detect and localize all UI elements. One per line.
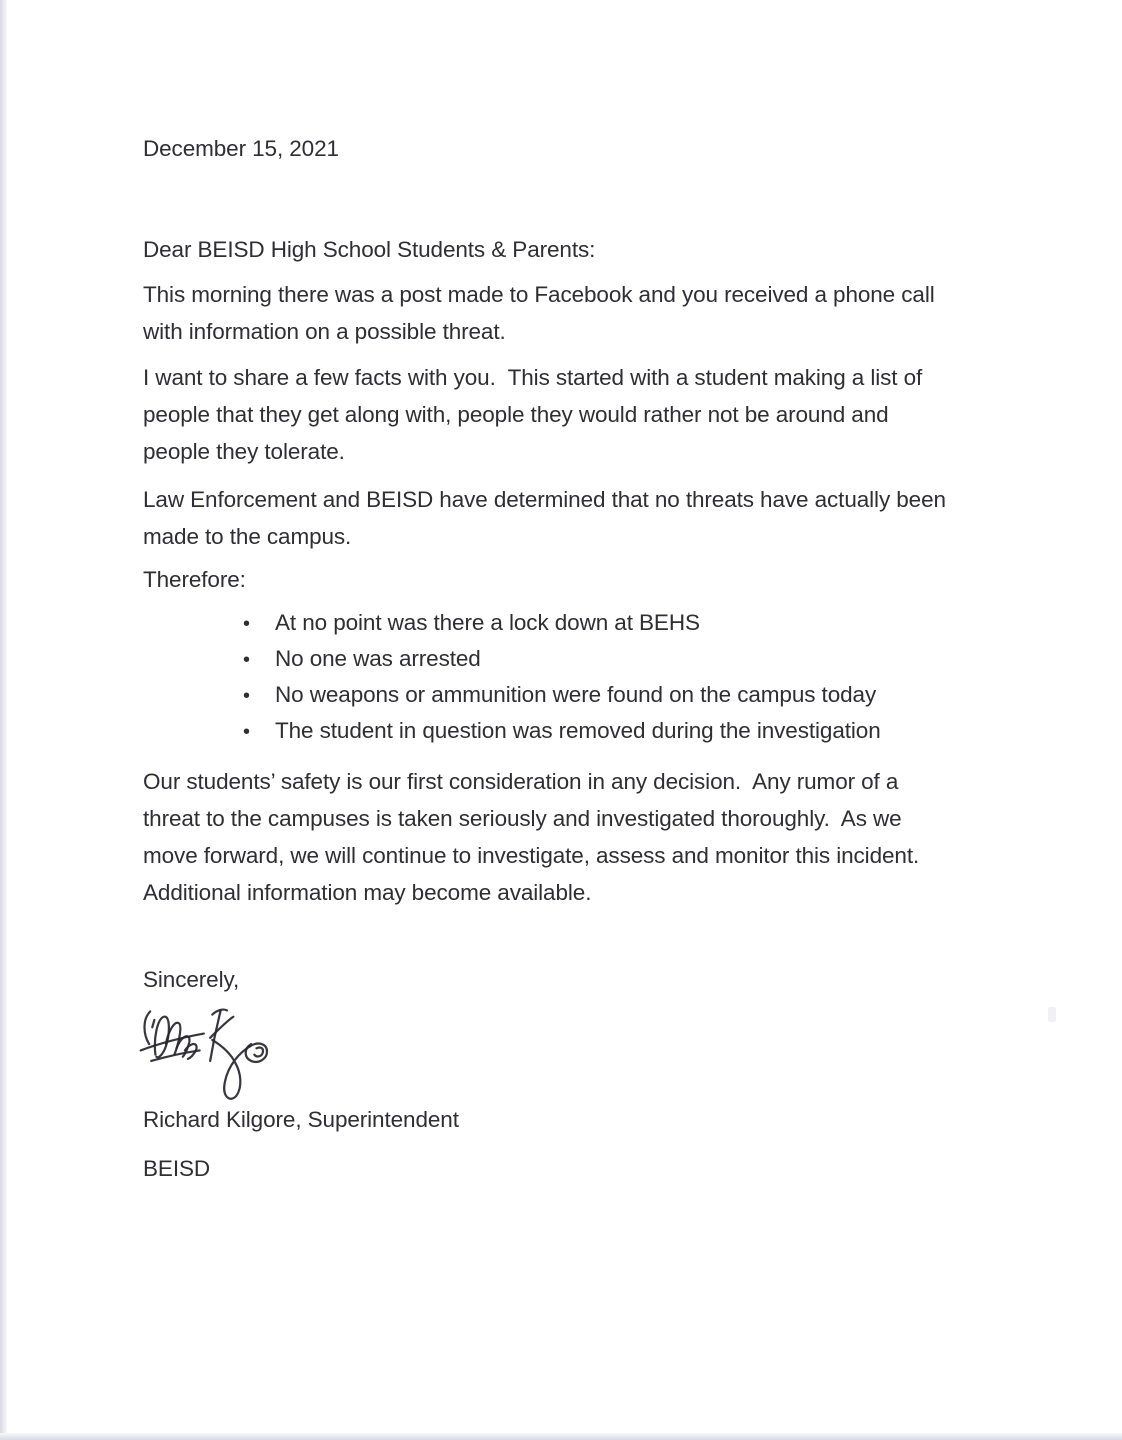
- page-edge-bottom: [0, 1433, 1122, 1440]
- paragraph-line: threat to the campuses is taken seriously and investigated thoroughly. As we: [143, 806, 902, 831]
- closing-paragraph: [143, 763, 919, 911]
- bullet-icon: •: [243, 649, 250, 671]
- signer-name-text: Richard Kilgore, Superintendent: [143, 1107, 459, 1132]
- paragraph-3: [143, 481, 946, 555]
- paragraph-line: with information on a possible threat.: [143, 319, 506, 344]
- paragraph-line: move forward, we will continue to investigate, assess and monitor this incident.: [143, 843, 920, 868]
- bullet-item: [243, 718, 881, 754]
- paragraph-line: Law Enforcement and BEISD have determined that no threats have actually been: [143, 487, 946, 512]
- signer-organization: [143, 1150, 210, 1187]
- page-edge-left: [0, 0, 7, 1440]
- salutation: [143, 231, 595, 268]
- bullet-item: [243, 610, 881, 646]
- scan-artifact: [1048, 1007, 1056, 1022]
- paragraph-line: people that they get along with, people they would rather not be around and: [143, 402, 889, 427]
- valediction: [143, 961, 239, 998]
- paragraph-therefore: [143, 561, 246, 598]
- salutation-text: Dear BEISD High School Students & Parents:: [143, 237, 596, 262]
- bullet-item: [243, 646, 881, 682]
- paragraph-2: [143, 359, 922, 470]
- paragraph-line: I want to share a few facts with you. This started with a student making a list of: [143, 365, 923, 390]
- bullet-item: [243, 682, 881, 718]
- paragraph-line: made to the campus.: [143, 524, 352, 549]
- bullet-icon: •: [243, 613, 250, 635]
- bullet-text: At no point was there a lock down at BEHS: [275, 610, 700, 635]
- letter-date: [143, 130, 339, 167]
- paragraph-line: people they tolerate.: [143, 439, 345, 464]
- bullet-icon: •: [243, 721, 250, 743]
- bullet-list: [243, 610, 881, 754]
- bullet-text: No weapons or ammunition were found on the campus today: [275, 682, 877, 707]
- paragraph-1: [143, 276, 935, 350]
- date-text: December 15, 2021: [143, 136, 339, 161]
- paragraph-line: This morning there was a post made to Facebook and you received a phone call: [143, 282, 935, 307]
- paragraph-line: Our students’ safety is our first consideration in any decision. Any rumor of a: [143, 769, 899, 794]
- bullet-text: The student in question was removed during the investigation: [275, 718, 881, 743]
- bullet-text: No one was arrested: [275, 646, 481, 671]
- paragraph-line: Additional information may become available.: [143, 880, 592, 905]
- valediction-text: Sincerely,: [143, 967, 240, 992]
- signer-organization-text: BEISD: [143, 1156, 211, 1181]
- paragraph-line: Therefore:: [143, 567, 246, 592]
- signer-name: [143, 1101, 459, 1138]
- bullet-icon: •: [243, 685, 250, 707]
- handwritten-signature-icon: [138, 1002, 276, 1102]
